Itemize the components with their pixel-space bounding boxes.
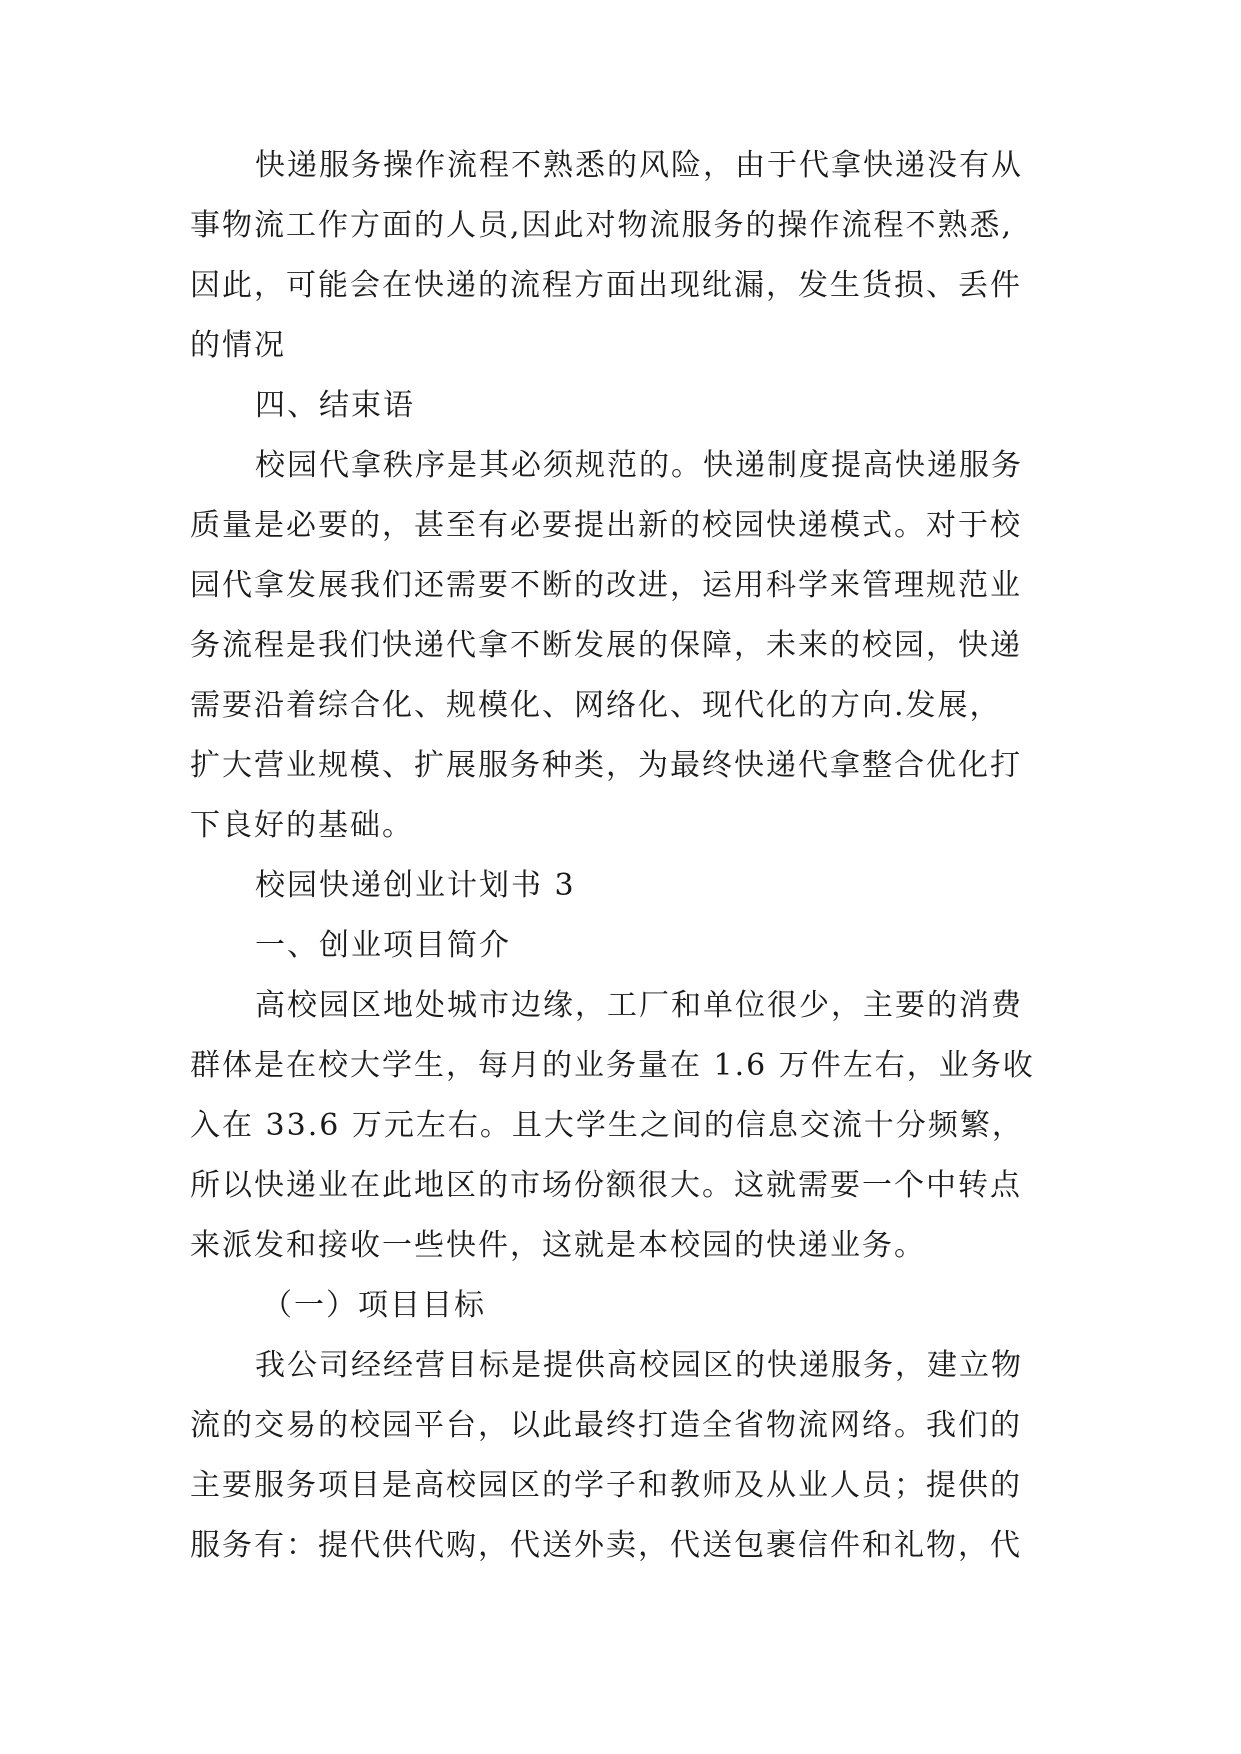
- paragraph-line: 来派发和接收一些快件，这就是本校园的快递业务。: [190, 1228, 926, 1263]
- paragraph-line: 因此，可能会在快递的流程方面出现纰漏，发生货损、丢件: [190, 268, 1022, 303]
- paragraph-line: 流的交易的校园平台，以此最终打造全省物流网络。我们的: [190, 1408, 1022, 1443]
- paragraph-line: 事物流工作方面的人员,因此对物流服务的操作流程不熟悉,: [190, 208, 1014, 243]
- paragraph-line: 高校园区地处城市边缘，工厂和单位很少，主要的消费: [255, 988, 1023, 1023]
- paragraph-line: 群体是在校大学生，每月的业务量在 1.6 万件左右，业务收: [190, 1048, 1035, 1083]
- paragraph-line: 快递服务操作流程不熟悉的风险，由于代拿快递没有从: [255, 148, 1023, 183]
- paragraph-line: 入在 33.6 万元左右。且大学生之间的信息交流十分频繁，: [190, 1108, 1024, 1143]
- paragraph-line: 主要服务项目是高校园区的学子和教师及从业人员；提供的: [190, 1468, 1022, 1503]
- paragraph-line: 扩大营业规模、扩展服务种类，为最终快递代拿整合优化打: [190, 748, 1022, 783]
- section-heading: 四、结束语: [255, 388, 415, 423]
- paragraph-line: 务流程是我们快递代拿不断发展的保障，未来的校园，快递: [190, 628, 1022, 663]
- paragraph-line: 的情况: [190, 328, 286, 363]
- paragraph-line: 下良好的基础。: [190, 808, 414, 843]
- paragraph-line: 我公司经经营目标是提供高校园区的快递服务，建立物: [255, 1348, 1023, 1383]
- document-title: 校园快递创业计划书 3: [255, 868, 576, 903]
- paragraph-line: 质量是必要的，甚至有必要提出新的校园快递模式。对于校: [190, 508, 1022, 543]
- section-heading: 一、创业项目简介: [255, 928, 511, 963]
- paragraph-line: 需要沿着综合化、规模化、网络化、现代化的方向.发展，: [190, 688, 1002, 723]
- paragraph-line: 服务有：提代供代购，代送外卖，代送包裹信件和礼物，代: [190, 1528, 1022, 1563]
- paragraph-line: 园代拿发展我们还需要不断的改进，运用科学来管理规范业: [190, 568, 1022, 603]
- paragraph-line: 所以快递业在此地区的市场份额很大。这就需要一个中转点: [190, 1168, 1022, 1203]
- subsection-heading: （一）项目目标: [262, 1288, 486, 1323]
- paragraph-line: 校园代拿秩序是其必须规范的。快递制度提高快递服务: [255, 448, 1023, 483]
